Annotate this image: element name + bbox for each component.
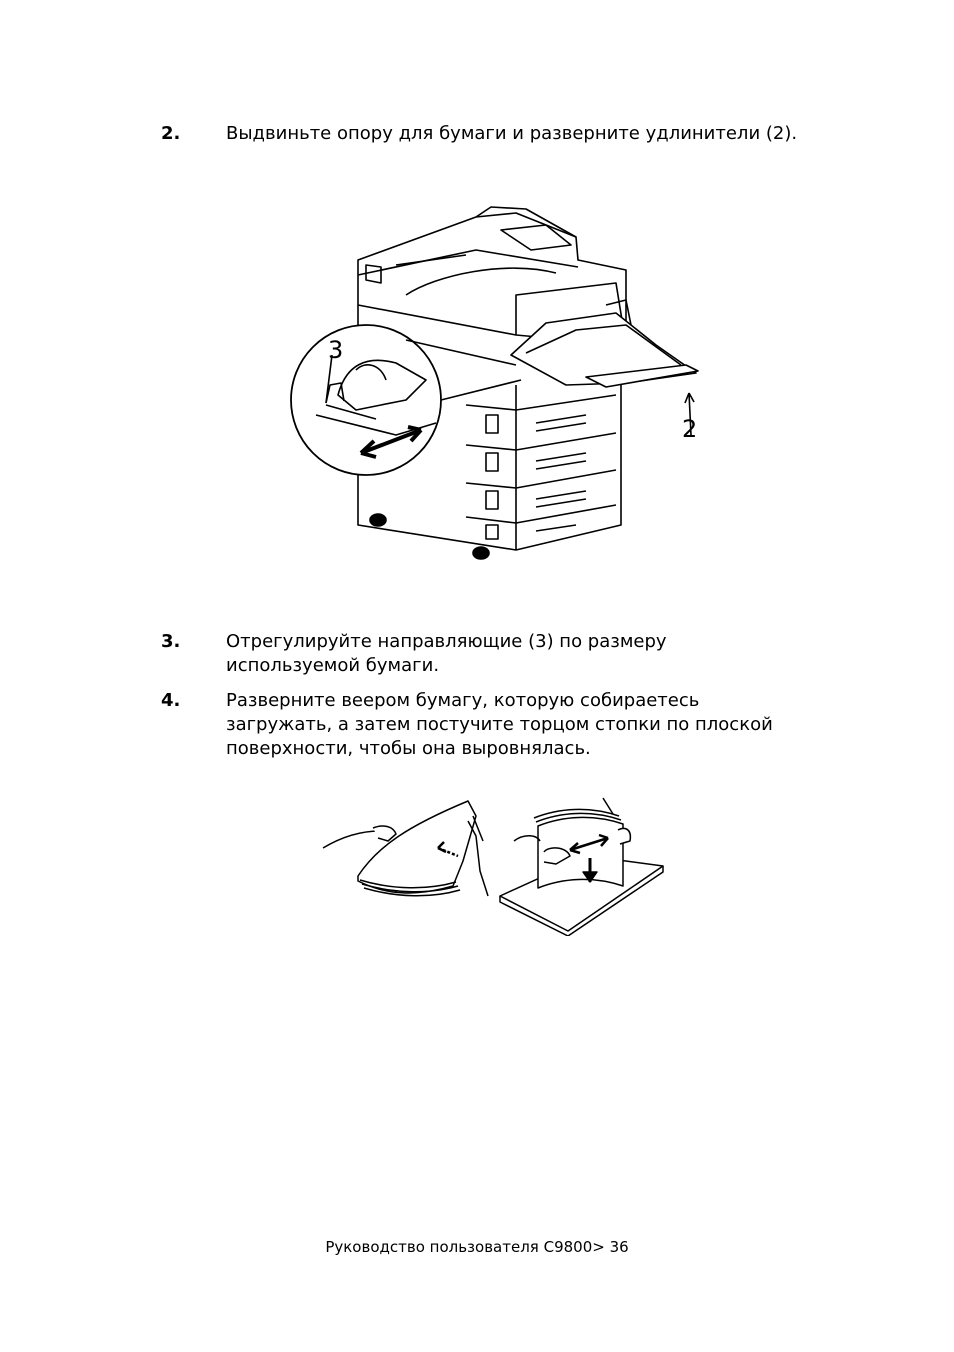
step-number: 3.: [161, 631, 181, 652]
page-footer: Руководство пользователя C9800> 36: [325, 1238, 629, 1256]
step-line: Отрегулируйте направляющие (3) по размеру: [226, 631, 667, 652]
step-line: загружать, а затем постучите торцом стопки по плоской: [226, 714, 773, 735]
step-text: [226, 122, 846, 146]
callout-label-3: 3: [328, 336, 344, 364]
step-line: Разверните веером бумагу, которую собираетесь: [226, 690, 700, 711]
paper-fanning-illustration: [318, 786, 668, 936]
step-number: 2.: [161, 123, 181, 144]
step-text: [226, 689, 846, 761]
callout-label-2: 2: [682, 415, 698, 443]
step-line: поверхности, чтобы она выровнялась.: [226, 738, 591, 759]
printer-illustration: [286, 205, 706, 565]
step-number: 4.: [161, 690, 181, 711]
step-line: используемой бумаги.: [226, 655, 440, 676]
step-line: Выдвиньте опору для бумаги и разверните удлинители (2).: [226, 123, 798, 144]
step-text: [226, 630, 846, 678]
